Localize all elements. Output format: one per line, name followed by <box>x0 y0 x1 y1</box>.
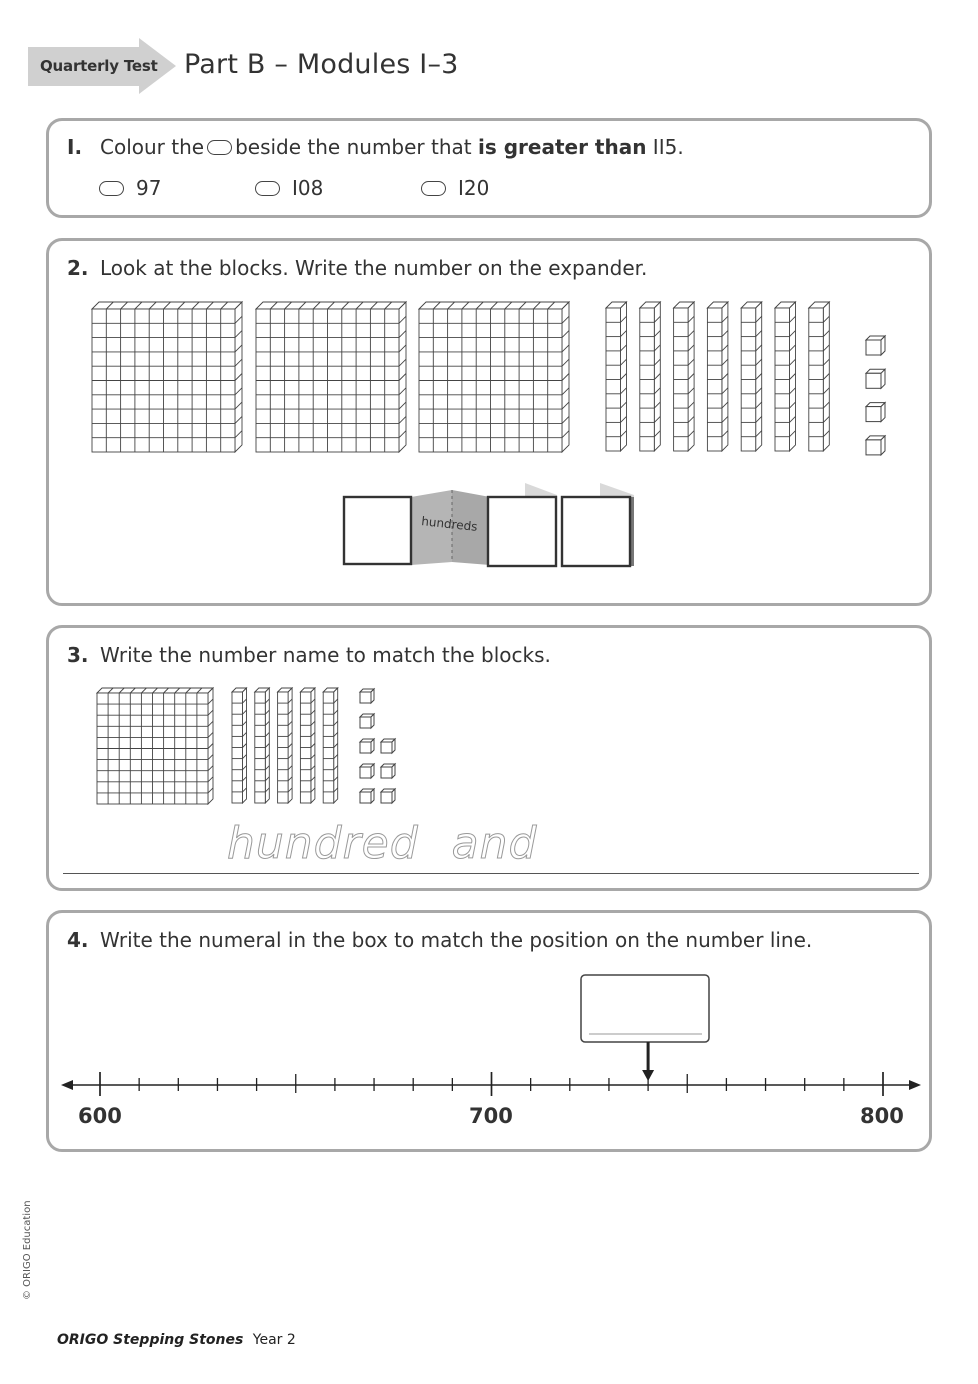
number-line-label-700: 700 <box>469 1104 513 1128</box>
one-block <box>381 739 395 753</box>
ten-block <box>232 688 247 803</box>
answer-box[interactable] <box>581 975 709 1042</box>
number-line-label-800: 800 <box>860 1104 904 1128</box>
question-3-number: 3. <box>67 643 89 667</box>
traced-number-name: hundred and <box>227 818 538 869</box>
question-2-text: Look at the blocks. Write the number on the expander. <box>100 256 648 280</box>
question-3-text: Write the number name to match the blocks. <box>100 643 551 667</box>
ten-block <box>323 688 338 803</box>
question-1-text-before: Colour the <box>100 135 205 159</box>
footer-year: Year 2 <box>252 1332 296 1348</box>
question-1-number: I. <box>67 135 83 159</box>
one-block <box>360 789 374 803</box>
arrow-down-icon <box>642 1070 654 1081</box>
question-2-box <box>46 238 932 606</box>
hundred-block <box>97 688 213 804</box>
answer-line[interactable] <box>63 873 919 874</box>
number-line-label-600: 600 <box>78 1104 122 1128</box>
question-1-text <box>100 135 684 159</box>
copyright: © ORIGO Education <box>22 1200 33 1300</box>
one-block <box>360 714 374 728</box>
question-4-text: Write the numeral in the box to match the position on the number line. <box>100 928 813 952</box>
footer <box>57 1332 296 1348</box>
one-block <box>360 739 374 753</box>
question-2-number: 2. <box>67 256 89 280</box>
option-120[interactable] <box>421 176 489 200</box>
oval-icon <box>207 140 232 155</box>
expander-answer-box[interactable] <box>488 497 556 566</box>
expander-label: hundreds <box>420 514 479 534</box>
question-1-text-after: II5. <box>652 135 684 159</box>
option-label: I08 <box>292 176 324 200</box>
option-label: 97 <box>136 176 162 200</box>
question-4-box <box>46 910 932 1152</box>
option-oval-icon[interactable] <box>99 181 124 196</box>
option-label: I20 <box>458 176 490 200</box>
option-oval-icon[interactable] <box>421 181 446 196</box>
question-1-text-bold: is greater than <box>477 135 647 159</box>
question-1-text-middle: beside the number that <box>235 135 472 159</box>
question-4-number: 4. <box>67 928 89 952</box>
footer-brand: ORIGO Stepping Stones <box>57 1332 244 1348</box>
option-oval-icon[interactable] <box>255 181 280 196</box>
expander-answer-box[interactable] <box>344 497 411 564</box>
ten-block <box>255 688 269 803</box>
one-block <box>381 764 395 778</box>
option-97[interactable] <box>99 176 161 200</box>
expander-answer-box[interactable] <box>562 497 630 566</box>
question-1-box <box>46 118 932 218</box>
page-title: Part B – Modules I–3 <box>184 49 459 80</box>
left-arrow-icon <box>61 1080 73 1090</box>
right-arrow-icon <box>909 1080 921 1090</box>
number-expander <box>49 241 929 601</box>
one-block <box>360 689 374 703</box>
option-108[interactable] <box>255 176 323 200</box>
question-3-box <box>46 625 932 891</box>
one-block <box>360 764 374 778</box>
one-block <box>381 789 395 803</box>
ten-block <box>300 688 315 803</box>
header-tag: Quarterly Test <box>40 57 158 75</box>
ten-block <box>278 688 293 803</box>
